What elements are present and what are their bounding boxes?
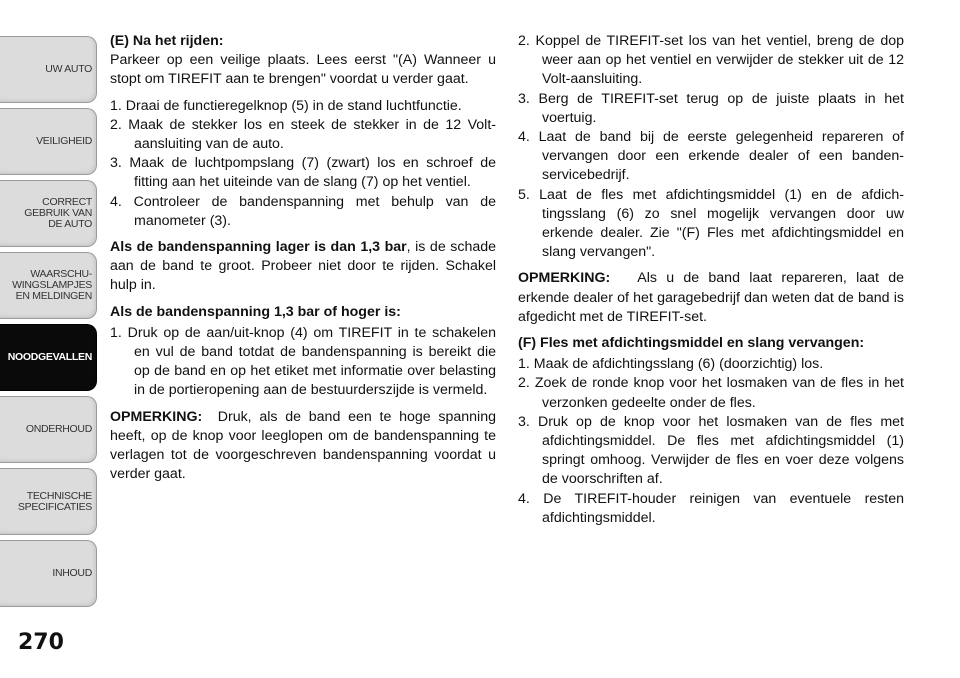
page-number: 270 bbox=[18, 630, 64, 655]
list-item: 2. Maak de stekker los en steek de stekker in de 12 Volt-aansluiting van de auto. bbox=[110, 116, 496, 153]
note-paragraph bbox=[518, 269, 904, 327]
chapter-tab-bar bbox=[0, 0, 98, 640]
list-item: 2. Koppel de TIREFIT-set los van het ventiel, breng de dop weer aan op het ventiel en verwijder de stekker uit de 12 Volt-aansluiting. bbox=[518, 33, 904, 88]
note-paragraph bbox=[110, 408, 496, 485]
list-item: 4. Laat de band bij de eerste gelegenheid repareren of vervangen door een erkende dealer of een bandenservicebedrijf. bbox=[518, 129, 904, 184]
low-pressure-text: , is de schade aan de band te groot. Probeer niet door te rijden. Schakel hulp in. bbox=[110, 239, 497, 294]
tab-veiligheid[interactable]: VEILIGHEID bbox=[0, 108, 97, 175]
tab-correct-gebruik[interactable]: CORRECT GEBRUIK VAN DE AUTO bbox=[0, 180, 97, 247]
tab-waarschuwingslampjes[interactable]: WAARSCHU- WINGSLAMPJES EN MELDINGEN bbox=[0, 252, 97, 319]
steps-list-ok-pressure bbox=[110, 324, 496, 401]
tab-inhoud[interactable]: INHOUD bbox=[0, 540, 97, 607]
tab-noodgevallen[interactable]: NOODGEVALLEN bbox=[0, 324, 97, 391]
tab-uw-auto[interactable]: UW AUTO bbox=[0, 36, 97, 103]
steps-list-after-driving bbox=[110, 97, 496, 231]
list-item: 3. Berg de TIREFIT-set terug op de juiste plaats in het voertuig. bbox=[518, 90, 904, 126]
right-column bbox=[518, 32, 904, 535]
low-pressure-lead: Als de bandenspanning lager is dan 1,3 bar bbox=[110, 239, 407, 256]
note-label: OPMERKING: bbox=[110, 408, 203, 425]
list-item: 1. Druk op de aan/uit-knop (4) om TIREFIT in te schakelen en vul de band totdat de bandenspanning is bereikt die op de band en op het etiket met informatie over belasting in de portieropening aan de bestuurderszijde is vermeld. bbox=[110, 324, 496, 399]
tab-onderhoud[interactable]: ONDERHOUD bbox=[0, 396, 97, 463]
list-item: 3. Maak de luchtpompslang (7) (zwart) los en schroef de fitting aan het uiteinde van de slang (7) op het ventiel. bbox=[110, 155, 496, 191]
list-item: 4. De TIREFIT-houder reinigen van eventuele resten afdichtingsmiddel. bbox=[518, 490, 904, 526]
section-heading-e: (E) Na het rijden: bbox=[110, 33, 224, 49]
ok-pressure-heading: Als de bandenspanning 1,3 bar of hoger is: bbox=[110, 303, 401, 320]
list-item: 1. Draai de functieregelknop (5) in de stand luchtfunctie. bbox=[110, 97, 462, 114]
list-item: 5. Laat de fles met afdichtingsmiddel (1) en de afdichtingsslang (6) zo snel mogelijk vervangen door uw erkende dealer. Zie "(F) Fles met afdichtingsmiddel en slang vervangen". bbox=[518, 186, 904, 261]
low-pressure-paragraph bbox=[110, 238, 496, 296]
tab-technische-specificaties[interactable]: TECHNISCHE SPECIFICATIES bbox=[0, 468, 97, 535]
steps-list-continued bbox=[518, 32, 904, 262]
list-item: 2. Zoek de ronde knop voor het losmaken van de fles in het verzonken gedeelte onder de fles. bbox=[518, 375, 904, 411]
note-text: Als u de band laat repareren, laat de erkende dealer of het garagebedrijf dan weten dat de band is afgedicht met de TIREFIT-set. bbox=[518, 270, 904, 325]
list-item: 1. Maak de afdichtingsslang (6) (doorzichtig) los. bbox=[518, 356, 824, 373]
left-column bbox=[110, 32, 496, 491]
note-text: Druk, als de band een te hoge spanning heeft, op de knop voor leeglopen om de bandenspanning te verlagen tot de voorgeschreven bandenspanning voordat u verder gaat. bbox=[110, 408, 496, 483]
note-label: OPMERKING: bbox=[518, 270, 611, 287]
steps-list-replace-bottle bbox=[518, 355, 904, 528]
list-item: 3. Druk op de knop voor het losmaken van de fles met afdichtingsmiddel. De fles met afdichtingsmiddel (1) springt omhoog. Verwijder de fles en voer deze volgens de voorschriften af. bbox=[518, 413, 904, 488]
list-item: 4. Controleer de bandenspanning met behulp van de manometer (3). bbox=[110, 193, 496, 229]
section-heading-f: (F) Fles met afdichtingsmiddel en slang vervangen: bbox=[518, 335, 865, 352]
intro-paragraph: Parkeer op een veilige plaats. Lees eerst "(A) Wanneer u stopt om TIREFIT aan te brengen" voordat u verder gaat. bbox=[110, 52, 496, 88]
